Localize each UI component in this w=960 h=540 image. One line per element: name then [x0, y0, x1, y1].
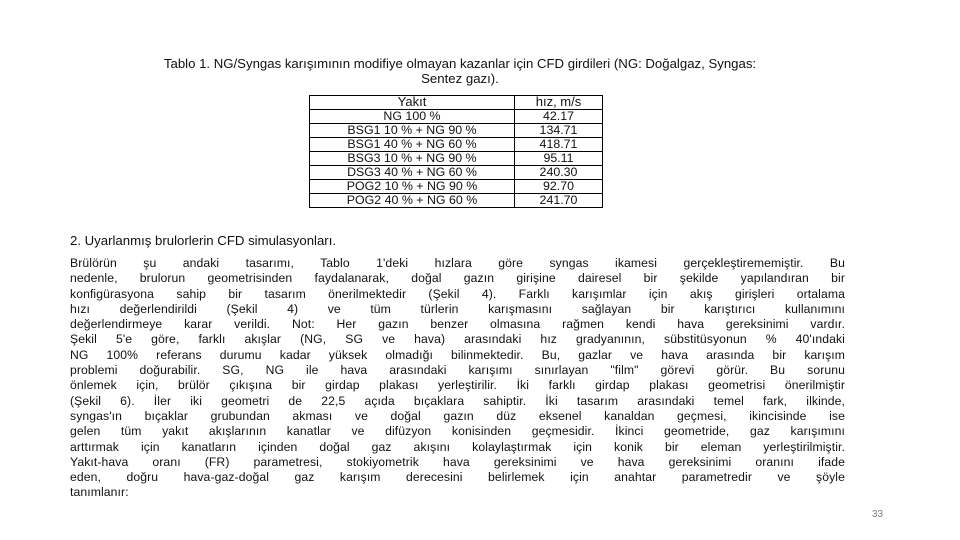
- header-yakit: Yakıt: [310, 96, 515, 110]
- paragraph-line: problemi doğurabilir. SG, NG ile hava arasındaki karışımı sınırlayan "film" görevi görür. Bu sorunu: [70, 363, 845, 378]
- paragraph-line: eden, doğru hava-gaz-doğal gaz karışım derecesini belirlemek için anahtar parametredir ve şöyle: [70, 470, 845, 485]
- fuel-cell: POG2 40 % + NG 60 %: [310, 194, 515, 208]
- page-number: 33: [872, 509, 884, 520]
- paragraph-line: konfigürasyona sahip bir tasarım önerilmektedir (Şekil 4). Farklı karışımlar için akış girişleri ortalama: [70, 286, 845, 301]
- paragraph-line: nedenle, brulorun geometrisinden faydalanarak, doğal gazın girişine dairesel bir şekilde yapılandıran bir: [70, 271, 845, 286]
- table-row: [310, 166, 603, 180]
- caption-line-2: Sentez gazı).: [421, 71, 499, 86]
- paragraph-line: Şekil 5'e göre, farklı akışlar (NG, SG ve hava) arasındaki hız gradyanının, sübstitüsyonun % 40'ındaki: [70, 332, 845, 347]
- fuel-cell: BSG1 40 % + NG 60 %: [310, 138, 515, 152]
- paragraph-line: Brülörün şu andaki tasarımı, Tablo 1'deki hızlara göre syngas ikamesi gerçekleştirememiştir. Bu: [70, 256, 845, 270]
- velocity-cell: 418.71: [515, 138, 603, 152]
- table-row: [310, 180, 603, 194]
- paragraph-line: değerlendirmeye karar verildi. Not: Her gazın benzer olmasına rağmen kendi hava gereksinimi vardır.: [70, 317, 845, 332]
- table-row: [310, 152, 603, 166]
- header-hiz: hız, m/s: [515, 96, 603, 110]
- paragraph-line: (Şekil 6). İler iki geometri de 22,5 açıda bıçaklara sahiptir. İki tasarım arasındaki temel fark, ilkinde,: [70, 393, 845, 408]
- fuel-cell: POG2 10 % + NG 90 %: [310, 180, 515, 194]
- paragraph-line: arttırmak için kanatların içinden doğal gaz akışını kolaylaştırmak için konik bir eleman yerleştirilmiştir.: [70, 439, 845, 454]
- body-paragraph: [70, 256, 845, 501]
- paragraph-line: önlemek için, brülör çıkışına bir girdap plakası yerleştirilir. İki farklı girdap plakası geometrisi önerilmiştir: [70, 378, 845, 393]
- velocity-cell: 134.71: [515, 124, 603, 138]
- paragraph-line: tanımlanır:: [70, 485, 129, 500]
- paragraph-line: gelen tüm yakıt akışlarının kanatlar ve difüzyon konisinden geçmesidir. İkinci geometride, gaz karışımını: [70, 424, 845, 439]
- fuel-cell: BSG3 10 % + NG 90 %: [310, 152, 515, 166]
- fuel-cell: NG 100 %: [310, 110, 515, 124]
- velocity-cell: 92.70: [515, 180, 603, 194]
- table-row: [310, 124, 603, 138]
- fuel-cell: BSG1 10 % + NG 90 %: [310, 124, 515, 138]
- velocity-cell: 42.17: [515, 110, 603, 124]
- table-row: [310, 110, 603, 124]
- velocity-cell: 95.11: [515, 152, 603, 166]
- table-caption: [70, 56, 850, 86]
- table-row: [310, 138, 603, 152]
- table-header-row: [310, 96, 603, 110]
- section-heading: 2. Uyarlanmış brulorlerin CFD simulasyonları.: [70, 233, 337, 248]
- velocity-cell: 241.70: [515, 194, 603, 208]
- paragraph-line: hızı değerlendirildi (Şekil 4) ve tüm türlerin karışmasını sağlayan bir karıştırıcı kullanımını: [70, 301, 845, 316]
- caption-line-1: Tablo 1. NG/Syngas karışımının modifiye olmayan kazanlar için CFD girdileri (NG: Doğalgaz, Syngas:: [163, 56, 757, 71]
- table-row: [310, 194, 603, 208]
- paragraph-line: syngas'ın bıçaklar grubundan akması ve doğal gazın düz eksenel kanaldan geçmesi, ikincisinde ise: [70, 408, 845, 423]
- paragraph-line: Yakıt-hava oranı (FR) parametresi, stokiyometrik hava gereksinimi ve hava gereksinimi oranını ifade: [70, 454, 845, 469]
- velocity-cell: 240.30: [515, 166, 603, 180]
- fuel-cell: DSG3 40 % + NG 60 %: [310, 166, 515, 180]
- fuel-velocity-table: [309, 95, 603, 208]
- paragraph-line: NG 100% referans durumu kadar yüksek olmadığı bilinmektedir. Bu, gazlar ve hava arasında bir karışım: [70, 347, 845, 362]
